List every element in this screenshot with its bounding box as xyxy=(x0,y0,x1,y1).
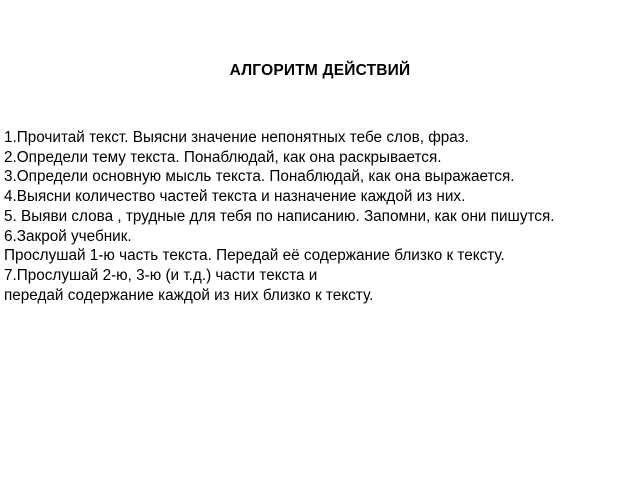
step-line-6: 6.Закрой учебник. xyxy=(4,227,132,245)
step-line-4: 4.Выясни количество частей текста и назначение каждой из них. xyxy=(4,188,466,206)
step-line-6-continued: Прослушай 1-ю часть текста. Передай её содержание близко к тексту. xyxy=(4,247,505,265)
page-title: АЛГОРИТМ ДЕЙСТВИЙ xyxy=(229,62,411,79)
step-line-7: 7.Прослушай 2-ю, 3-ю (и т.д.) части текста и xyxy=(4,266,318,284)
step-line-7-continued: передай содержание каждой из них близко к тексту. xyxy=(4,286,374,304)
step-line-3: 3.Определи основную мысль текста. Понаблюдай, как она выражается. xyxy=(4,168,515,186)
step-line-2: 2.Определи тему текста. Понаблюдай, как она раскрывается. xyxy=(4,148,442,166)
step-line-5: 5. Выяви слова , трудные для тебя по написанию. Запомни, как они пишутся. xyxy=(4,207,555,225)
algorithm-steps-list xyxy=(4,128,640,305)
step-line-1: 1.Прочитай текст. Выясни значение непонятных тебе слов, фраз. xyxy=(4,129,469,146)
